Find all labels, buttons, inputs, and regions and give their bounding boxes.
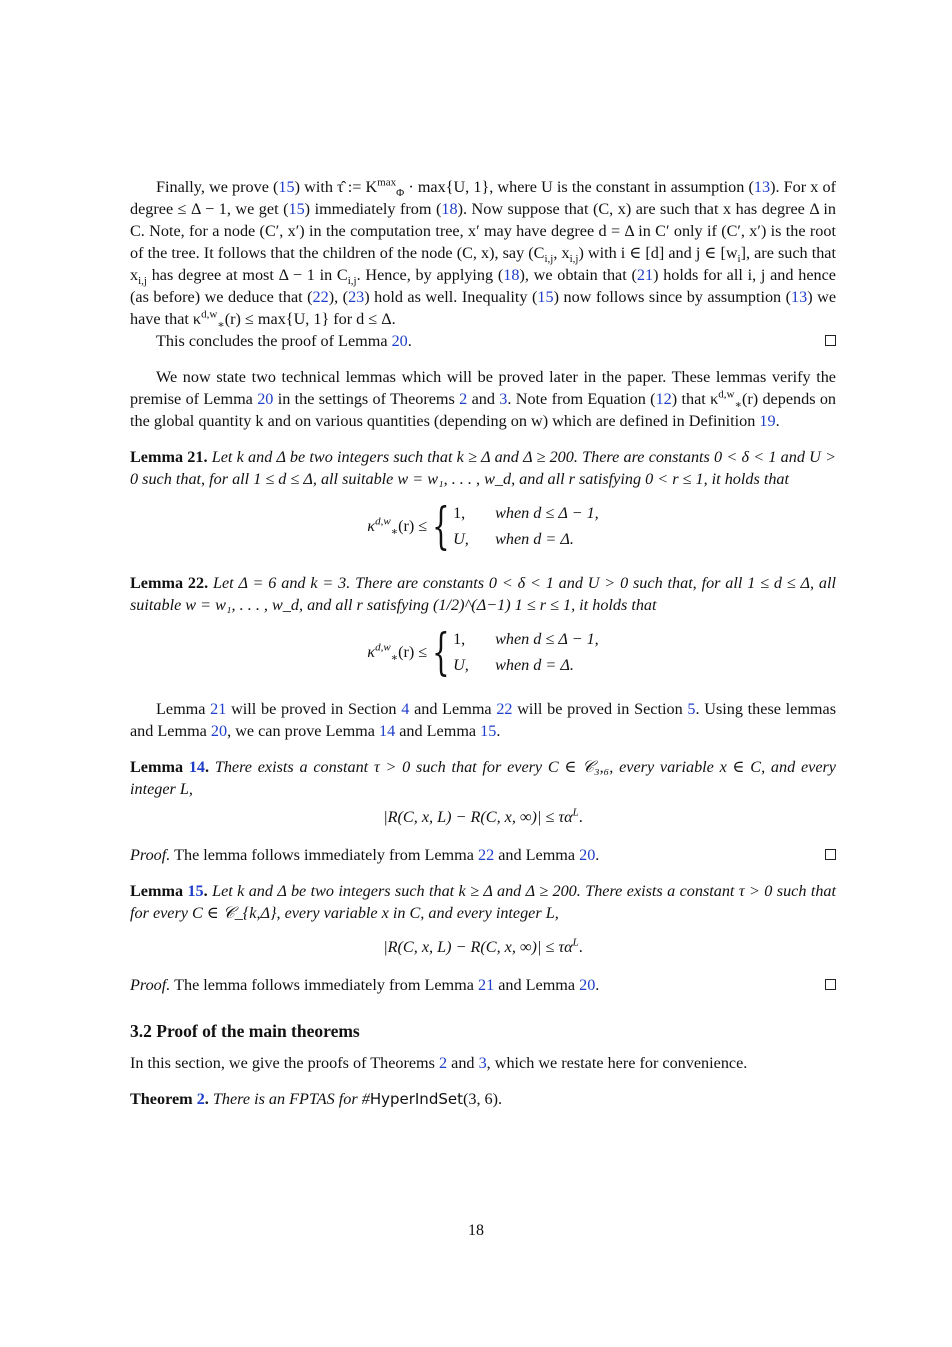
paragraph-conclusion: This concludes the proof of Lemma 20. (130, 330, 836, 352)
qed-square-icon (825, 979, 836, 990)
theorem-ref[interactable]: 2 (459, 390, 468, 408)
left-brace-icon: { (432, 623, 450, 681)
lemma-number-link[interactable]: 15 (187, 882, 204, 900)
lemma-14-proof: Proof. The lemma follows immediately from Lemma 22 and Lemma 20. (130, 844, 836, 866)
lemma-15-equation: |R(C, x, L) − R(C, x, ∞)| ≤ $\tau\alpha^L$. (383, 936, 583, 956)
theorem-ref[interactable]: 3 (478, 1054, 487, 1072)
section-ref[interactable]: 5 (687, 700, 696, 718)
left-brace-icon: { (432, 497, 450, 555)
equation-ref[interactable]: 22 (312, 288, 329, 306)
lemma-15-proof: Proof. The lemma follows immediately from Lemma 21 and Lemma 20. (130, 974, 836, 996)
lemma-22-cases-equation: $\kappa^{d,w}_∗(r)$ ≤ { 1, when d ≤ Δ − 1, U, when d = Δ. (367, 623, 599, 681)
definition-ref[interactable]: 19 (759, 412, 776, 430)
equation-ref[interactable]: 18 (441, 200, 458, 218)
page-body (130, 176, 836, 1110)
lemma-14: Lemma 14. There exists a constant τ > 0 such that for every C ∈ 𝒞₃,₆, every variable x ∈ C, and every integer L, (130, 758, 836, 798)
lemma-ref[interactable]: 20 (579, 976, 596, 994)
qed-square-icon (825, 335, 836, 346)
lemma-ref[interactable]: 21 (210, 700, 227, 718)
equation-ref[interactable]: 12 (655, 390, 672, 408)
lemma-ref[interactable]: 20 (579, 846, 596, 864)
lemma-number-link[interactable]: 14 (188, 758, 205, 776)
equation-ref[interactable]: 15 (278, 178, 295, 196)
lemma-22: Lemma 22. Let Δ = 6 and k = 3. There are constants 0 < δ < 1 and U > 0 such that, for all 1 ≤ d ≤ Δ, all suitable w = w₁, . . . , w_d, and all r satisfying (1/2)^(Δ−1) 1 ≤ r ≤ 1, it holds that (130, 574, 837, 614)
lemma-ref[interactable]: 22 (477, 846, 495, 864)
equation-ref[interactable]: 23 (348, 288, 365, 306)
equation-ref[interactable]: 15 (288, 200, 305, 218)
lemma-ref[interactable]: 22 (496, 700, 513, 718)
theorem-ref[interactable]: 3 (499, 390, 508, 408)
lemma-ref[interactable]: 20 (257, 390, 274, 408)
lemma-ref[interactable]: 20 (391, 332, 408, 350)
lemma-ref[interactable]: 15 (480, 722, 497, 740)
theorem-ref[interactable]: 2 (439, 1054, 448, 1072)
paragraph-lemma-overview: Lemma 21 will be proved in Section 4 and Lemma 22 will be proved in Section 5. Using these lemmas and Lemma 20, we can prove Lemma 14 and Lemma 15. (130, 700, 836, 740)
equation-ref[interactable]: 21 (636, 266, 654, 284)
lemma-21: Lemma 21. Let k and Δ be two integers such that k ≥ Δ and Δ ≥ 200. There are constants 0 < δ < 1 and U > 0 such that, for all 1 ≤ d ≤ Δ, all suitable w = w₁, . . . , w_d, and all r satisfying 0 < r ≤ 1, it holds that (130, 448, 837, 488)
lemma-14-equation: |R(C, x, L) − R(C, x, ∞)| ≤ $\tau\alpha^L$. (383, 806, 583, 826)
equation-ref[interactable]: 18 (503, 266, 520, 284)
paragraph-proof-finish: Finally, we prove (15) with τ̂ := $K^{max}_\Phi \cdot \max\{U$, 1}, where U is the constant in assumption (13). For x of degree ≤ Δ − 1, we get (15) immediately from (18). Now suppose that (C, x) are such that x has degree Δ in C. Note, for a node (C′, x′) in the computation tree, x′ may have degree d = Δ in C′ only if (C′, x′) is the root of the tree. It follows that the children of the node (C, x), say ($C_{i,j}$, $x_{i,j}$) with i ∈ [d] and j ∈ $[w_i]$, are such that $x_{i,j}$ has degree at most Δ − 1 in $C_{i,j}$. Hence, by applying (18), we obtain that (21) holds for all i, j and hence (as before) we deduce that (22), (23) hold as well. Inequality (15) now follows since by assumption (13) we have that $\kappa^{d,w}_∗(r) \le \max\{U$, 1} for d ≤ Δ. (130, 176, 837, 332)
lemma-15: Lemma 15. Let k and Δ be two integers such that k ≥ Δ and Δ ≥ 200. There exists a constant τ > 0 such that for every C ∈ 𝒞_{k,Δ}, every variable x in C, and every integer L, (130, 882, 837, 922)
equation-ref[interactable]: 15 (537, 288, 554, 306)
theorem-number-link[interactable]: 2 (196, 1090, 205, 1108)
paragraph-technical-lemmas: We now state two technical lemmas which will be proved later in the paper. These lemmas verify the premise of Lemma 20 in the settings of Theorems 2 and 3. Note from Equation (12) that $\kappa^{d,w}_∗(r)$ depends on the global quantity k and on various quantities (depending on w) which are defined in Definition 19. (130, 368, 837, 430)
section-title: 3.2 Proof of the main theorems (130, 1021, 360, 1041)
theorem-2: Theorem 2. There is an FPTAS for #HyperIndSet(3, 6). (130, 1090, 503, 1108)
page-number: 18 (468, 1222, 484, 1239)
lemma-ref[interactable]: 14 (379, 722, 396, 740)
section-intro: In this section, we give the proofs of Theorems 2 and 3, which we restate here for convenience. (130, 1054, 748, 1072)
lemma-ref[interactable]: 21 (477, 976, 495, 994)
section-ref[interactable]: 4 (401, 700, 410, 718)
lemma-21-cases-equation: $\kappa^{d,w}_∗(r)$ ≤ { 1, when d ≤ Δ − 1, U, when d = Δ. (367, 497, 599, 555)
equation-ref[interactable]: 13 (753, 178, 771, 196)
equation-ref[interactable]: 13 (791, 288, 808, 306)
lemma-ref[interactable]: 20 (210, 722, 228, 740)
qed-square-icon (825, 849, 836, 860)
